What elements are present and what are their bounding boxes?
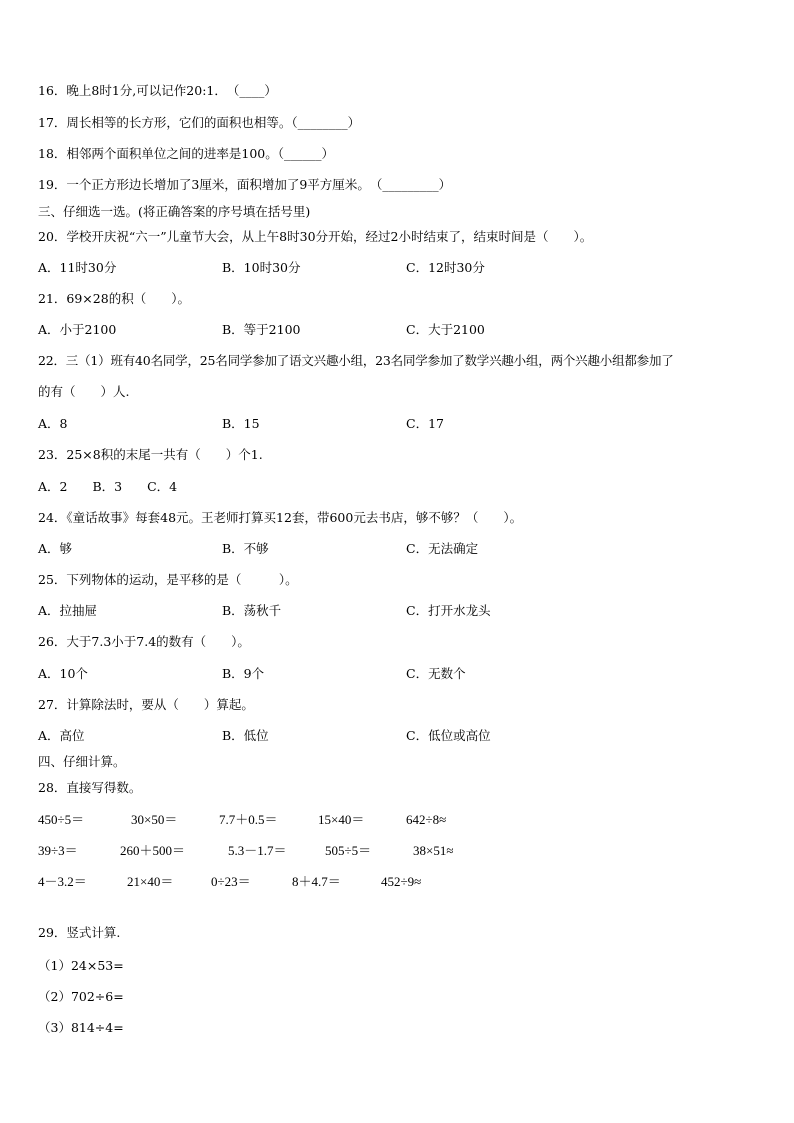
q24-stem: 24．《童话故事》每套48元。王老师打算买12套，带600元去书店，够不够？（ ）。: [38, 510, 523, 525]
q25-stem: 25．下列物体的运动，是平移的是（ ）。: [38, 572, 298, 587]
q25-option-b: B．荡秋千: [222, 603, 282, 618]
section-4-heading: 四、仔细计算。: [38, 754, 126, 769]
q29-stem: 29．竖式计算.: [38, 925, 121, 940]
calc-r1-c5: 642÷8≈: [406, 812, 447, 827]
q21-option-c: C．大于2100: [406, 322, 485, 337]
calc-r2-c3: 5.3－1.7＝: [228, 843, 287, 858]
q26-stem: 26．大于7.3小于7.4的数有（ ）。: [38, 634, 250, 649]
q20-option-b: B．10时30分: [222, 260, 301, 275]
judgement-q17: 17．周长相等的长方形，它们的面积也相等。（________）: [38, 115, 361, 130]
q21-option-b: B．等于2100: [222, 322, 301, 337]
q29-item-1: （1）24×53=: [38, 958, 124, 973]
q27-option-a: A．高位: [38, 728, 85, 743]
q20-option-c: C．12时30分: [406, 260, 485, 275]
q22-option-c: C．17: [406, 416, 444, 431]
calc-r2-c1: 39÷3＝: [38, 843, 78, 858]
q24-option-a: A．够: [38, 541, 73, 556]
calc-r3-c4: 8＋4.7＝: [292, 874, 341, 889]
q21-option-a: A．小于2100: [38, 322, 117, 337]
q21-stem: 21．69×28的积（ ）。: [38, 291, 190, 306]
calc-r1-c4: 15×40＝: [318, 812, 365, 827]
calc-r3-c1: 4－3.2＝: [38, 874, 87, 889]
judgement-q19: 19．一个正方形边长增加了3厘米，面积增加了9平方厘米。 （_________）: [38, 177, 452, 192]
q26-option-b: B．9个: [222, 666, 265, 681]
q26-option-c: C．无数个: [406, 666, 466, 681]
calc-r3-c5: 452÷9≈: [381, 874, 422, 889]
q25-option-a: A．拉抽屉: [38, 603, 98, 618]
q20-option-a: A．11时30分: [38, 260, 117, 275]
calc-r2-c4: 505÷5＝: [325, 843, 372, 858]
calc-r1-c3: 7.7＋0.5＝: [219, 812, 278, 827]
q24-option-c: C．无法确定: [406, 541, 479, 556]
q22-stem-line2: 的有（ ）人.: [38, 384, 130, 399]
q26-option-a: A．10个: [38, 666, 88, 681]
calc-r2-c5: 38×51≈: [413, 843, 454, 858]
judgement-q18: 18．相邻两个面积单位之间的进率是100。（______）: [38, 146, 335, 161]
calc-r3-c2: 21×40＝: [127, 874, 174, 889]
judgement-q16: 16．晚上8时1分,可以记作20:1． （____）: [38, 83, 277, 98]
q25-option-c: C．打开水龙头: [406, 603, 491, 618]
q23-options: A．2 B．3 C．4: [38, 479, 178, 494]
q28-stem: 28．直接写得数。: [38, 780, 142, 795]
section-3-heading: 三、仔细选一选。(将正确答案的序号填在括号里): [38, 204, 311, 219]
q22-option-a: A．8: [38, 416, 68, 431]
q29-item-3: （3）814÷4=: [38, 1020, 124, 1035]
q24-option-b: B．不够: [222, 541, 269, 556]
calc-r1-c2: 30×50＝: [131, 812, 178, 827]
calc-r2-c2: 260＋500＝: [120, 843, 186, 858]
q27-stem: 27．计算除法时，要从（ ）算起。: [38, 697, 254, 712]
q27-option-b: B．低位: [222, 728, 269, 743]
q22-stem-line1: 22．三（1）班有40名同学，25名同学参加了语文兴趣小组，23名同学参加了数学兴趣小组，两个兴趣小组都参加了: [38, 353, 674, 368]
q22-option-b: B．15: [222, 416, 260, 431]
q29-item-2: （2）702÷6=: [38, 989, 124, 1004]
calc-r3-c3: 0÷23＝: [211, 874, 251, 889]
q23-stem: 23．25×8积的末尾一共有（ ）个1.: [38, 447, 263, 462]
calc-r1-c1: 450÷5＝: [38, 812, 85, 827]
q20-stem: 20．学校开庆祝“六一”儿童节大会，从上午8时30分开始，经过2小时结束了，结束时间是（ ）。: [38, 229, 593, 244]
q27-option-c: C．低位或高位: [406, 728, 491, 743]
